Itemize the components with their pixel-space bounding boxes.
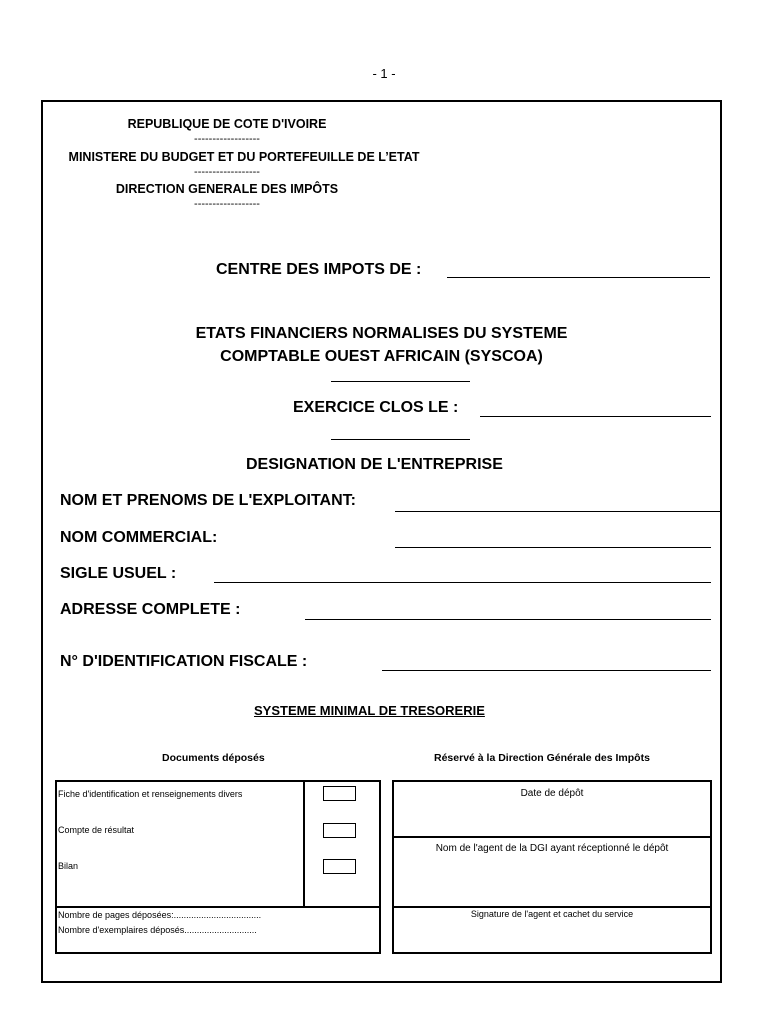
fiscal-year-label: EXERCICE CLOS LE : [293,399,459,416]
document-title-line1: ETATS FINANCIERS NORMALISES DU SYSTEME [195,325,568,342]
reserved-row-divider [392,906,712,908]
trade-name-input-line[interactable] [395,547,711,548]
documents-row-divider [55,906,381,908]
owner-name-label: NOM ET PRENOMS DE L'EXPLOITANT: [60,492,356,509]
page-number: - 1 - [372,66,396,81]
address-input-line[interactable] [305,619,711,620]
separator: ------------------ [194,133,260,145]
document-checkbox[interactable] [323,786,356,801]
documents-column-divider [303,780,305,908]
separator: ------------------ [194,166,260,178]
pages-count-field[interactable]: Nombre de pages déposées:................................... [58,910,262,920]
document-checkbox[interactable] [323,859,356,874]
ministry-title: MINISTERE DU BUDGET ET DU PORTEFEUILLE DE L’ETAT [68,150,420,164]
document-item: Compte de résultat [58,825,135,835]
trade-name-label: NOM COMMERCIAL: [60,529,218,546]
direction-title: DIRECTION GENERALE DES IMPÔTS [115,182,339,196]
agent-name-label: Nom de l'agent de la DGI ayant réceptionné le dépôt [435,843,669,854]
title-divider [331,381,470,382]
acronym-input-line[interactable] [214,582,711,583]
document-item: Bilan [58,861,79,871]
signature-label: Signature de l'agent et cachet du service [470,909,634,919]
tax-center-input-line[interactable] [447,277,710,278]
fiscal-year-input-line[interactable] [480,416,711,417]
republic-title: REPUBLIQUE DE COTE D'IVOIRE [127,117,327,131]
document-title-line2: COMPTABLE OUEST AFRICAIN (SYSCOA) [220,348,543,365]
documents-heading: Documents déposés [162,752,265,764]
fiscal-year-divider [331,439,470,440]
tax-id-input-line[interactable] [382,670,711,671]
tax-id-label: N° D'IDENTIFICATION FISCALE : [60,653,308,670]
reserved-heading: Réservé à la Direction Générale des Impôts [434,752,650,764]
address-label: ADRESSE COMPLETE : [60,601,241,618]
deposit-date-label: Date de dépôt [520,788,584,799]
tax-center-label: CENTRE DES IMPOTS DE : [216,261,422,278]
designation-heading: DESIGNATION DE L'ENTREPRISE [246,456,503,473]
copies-count-field[interactable]: Nombre d'exemplaires déposés............................. [58,925,257,935]
document-item: Fiche d'identification et renseignements divers [58,789,243,799]
acronym-label: SIGLE USUEL : [60,565,177,582]
separator: ------------------ [194,198,260,210]
reserved-row-divider [392,836,712,838]
owner-name-input-line[interactable] [395,511,721,512]
reserved-box [392,780,712,954]
document-checkbox[interactable] [323,823,356,838]
treasury-system-heading: SYSTEME MINIMAL DE TRESORERIE [254,703,485,718]
